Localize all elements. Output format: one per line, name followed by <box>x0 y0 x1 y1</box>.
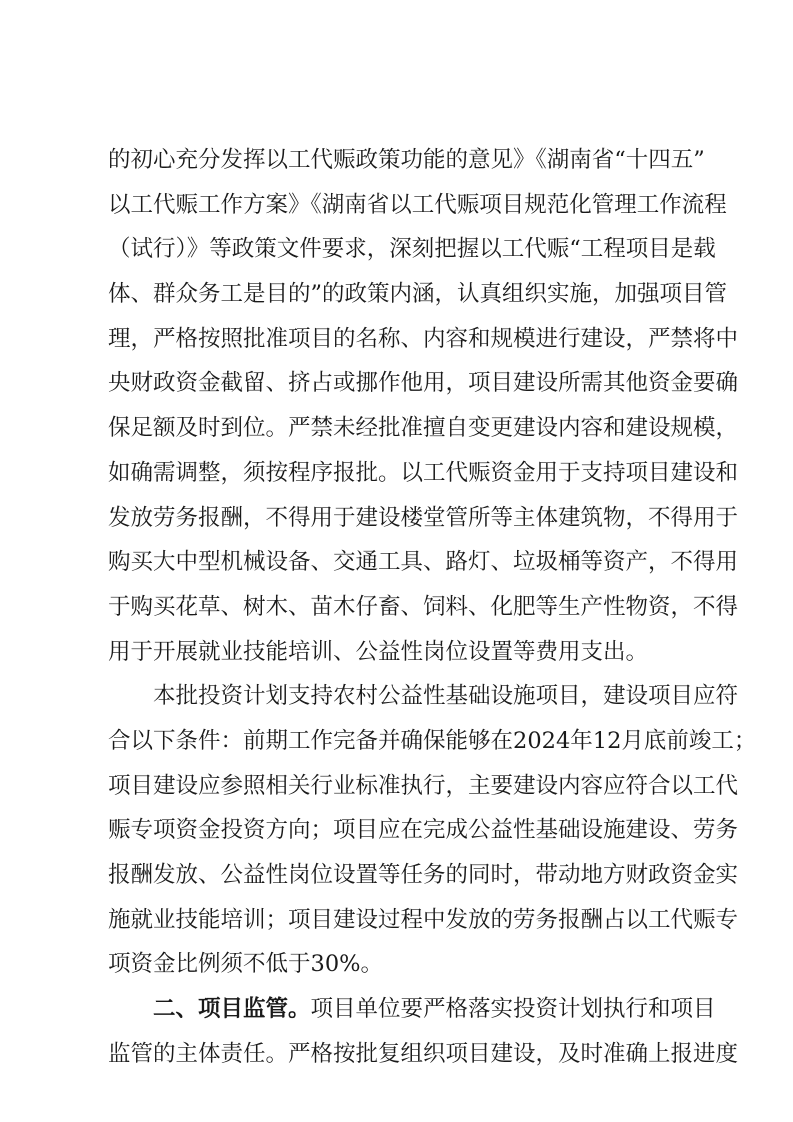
text-line: 购买大中型机械设备、交通工具、路灯、垃圾桶等资产，不得用 <box>108 549 739 576</box>
text-line: 理，严格按照批准项目的名称、内容和规模进行建设，严禁将中 <box>108 325 739 352</box>
text-line: 报酬发放、公益性岗位设置等任务的同时，带动地方财政资金实 <box>108 862 739 888</box>
text-line: 如确需调整，须按程序报批。以工代赈资金用于支持项目建设和 <box>108 459 739 486</box>
text-line: 保足额及时到位。严禁未经批准擅自变更建设内容和建设规模， <box>108 415 739 442</box>
paragraph-project-conditions <box>108 674 757 987</box>
text-line: 项目建设应参照相关行业标准执行，主要建设内容应符合以工代 <box>108 772 739 799</box>
document-page <box>108 138 757 1076</box>
text-line: 央财政资金截留、挤占或挪作他用，项目建设所需其他资金要确 <box>108 370 739 397</box>
text-line: 赈专项资金投资方向；项目应在完成公益性基础设施建设、劳务 <box>108 817 739 844</box>
text-line: 的初心充分发挥以工代赈政策功能的意见》《湖南省“十四五” <box>108 147 705 173</box>
text-line <box>108 987 716 1032</box>
text-line: 用于开展就业技能培训、公益性岗位设置等费用支出。 <box>108 638 649 665</box>
text-line: 本批投资计划支持农村公益性基础设施项目，建设项目应符 <box>153 683 739 710</box>
text-line: 于购买花草、树木、苗木仔畜、饲料、化肥等生产性物资，不得 <box>108 593 739 620</box>
section-heading: 二、项目监管。 <box>153 996 311 1023</box>
text-line: 以工代赈工作方案》《湖南省以工代赈项目规范化管理工作流程 <box>108 191 727 218</box>
text-line: 合以下条件：前期工作完备并确保能够在2024年12月底前竣工； <box>108 727 757 754</box>
text-line: 施就业技能培训；项目建设过程中发放的劳务报酬占以工代赈专 <box>108 906 739 933</box>
text-line: 项资金比例须不低于30%。 <box>108 951 384 978</box>
paragraph-policy-requirements <box>108 138 739 674</box>
text-line: 体、群众务工是目的”的政策内涵，认真组织实施，加强项目管 <box>108 281 728 308</box>
text-line: （试行）》等政策文件要求，深刻把握以工代赈“工程项目是载 <box>108 236 716 263</box>
heading-line-rest: 项目单位要严格落实投资计划执行和项目 <box>310 996 716 1023</box>
text-line: 监管的主体责任。严格按批复组织项目建设，及时准确上报进度 <box>108 1040 739 1067</box>
paragraph-project-supervision <box>108 987 739 1076</box>
text-line: 发放劳务报酬，不得用于建设楼堂管所等主体建筑物，不得用于 <box>108 504 739 531</box>
